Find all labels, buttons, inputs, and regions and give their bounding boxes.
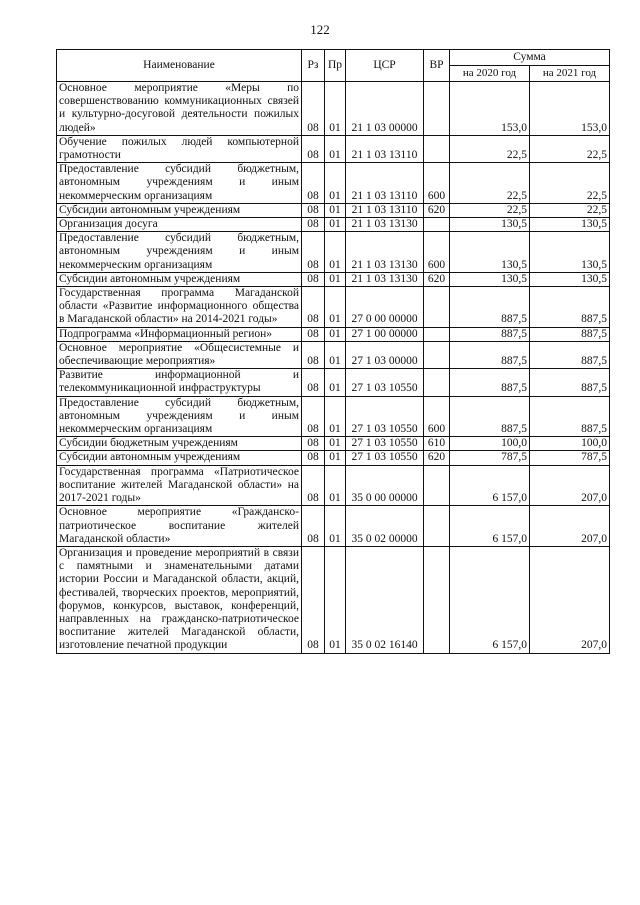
row-name-cell: Субсидии автономным учреждениям <box>57 203 302 217</box>
table-row <box>57 396 610 437</box>
row-csr-cell: 21 1 03 13110 <box>346 203 424 217</box>
row-csr-cell: 35 0 02 00000 <box>346 506 424 547</box>
row-name-cell: Основное мероприятие «Гражданско-патриотическое воспитание жителей Магаданской области» <box>57 506 302 547</box>
row-csr-cell: 21 1 03 13130 <box>346 232 424 273</box>
row-vr-cell <box>424 135 450 162</box>
header-vr: ВР <box>424 50 450 82</box>
row-name-cell: Субсидии автономным учреждениям <box>57 272 302 286</box>
row-rz-cell: 08 <box>302 465 325 506</box>
row-sum-2021-cell: 22,5 <box>530 135 610 162</box>
row-name-cell: Субсидии бюджетным учреждениям <box>57 437 302 451</box>
row-sum-2021-cell: 887,5 <box>530 287 610 328</box>
row-sum-2020-cell: 130,5 <box>450 218 530 232</box>
row-pr-cell: 01 <box>325 218 346 232</box>
table-row <box>57 203 610 217</box>
row-csr-cell: 21 1 03 00000 <box>346 82 424 136</box>
row-sum-2021-cell: 153,0 <box>530 82 610 136</box>
row-csr-cell: 35 0 02 16140 <box>346 546 424 653</box>
row-rz-cell: 08 <box>302 369 325 396</box>
row-sum-2020-cell: 887,5 <box>450 369 530 396</box>
row-name-cell: Основное мероприятие «Меры по совершенствованию коммуникационных связей и культурно-досуговой деятельности пожилых людей» <box>57 82 302 136</box>
table-row <box>57 451 610 465</box>
row-sum-2020-cell: 22,5 <box>450 135 530 162</box>
row-vr-cell <box>424 327 450 341</box>
table-row <box>57 506 610 547</box>
row-sum-2021-cell: 787,5 <box>530 451 610 465</box>
row-csr-cell: 21 1 03 13110 <box>346 163 424 204</box>
header-year-2020: на 2020 год <box>450 66 530 82</box>
row-vr-cell <box>424 287 450 328</box>
row-rz-cell: 08 <box>302 327 325 341</box>
row-csr-cell: 27 1 03 10550 <box>346 451 424 465</box>
row-pr-cell: 01 <box>325 287 346 328</box>
header-rz: Рз <box>302 50 325 82</box>
row-vr-cell <box>424 341 450 368</box>
row-vr-cell: 620 <box>424 451 450 465</box>
row-sum-2021-cell: 887,5 <box>530 327 610 341</box>
row-sum-2021-cell: 22,5 <box>530 203 610 217</box>
row-pr-cell: 01 <box>325 232 346 273</box>
row-sum-2021-cell: 130,5 <box>530 218 610 232</box>
row-vr-cell: 600 <box>424 396 450 437</box>
row-rz-cell: 08 <box>302 451 325 465</box>
row-rz-cell: 08 <box>302 437 325 451</box>
row-pr-cell: 01 <box>325 437 346 451</box>
table-row <box>57 369 610 396</box>
row-sum-2020-cell: 6 157,0 <box>450 506 530 547</box>
row-pr-cell: 01 <box>325 82 346 136</box>
row-sum-2020-cell: 887,5 <box>450 287 530 328</box>
row-name-cell: Субсидии автономным учреждениям <box>57 451 302 465</box>
row-vr-cell <box>424 82 450 136</box>
row-name-cell: Предоставление субсидий бюджетным, автономным учреждениям и иным некоммерческим организациям <box>57 232 302 273</box>
row-sum-2020-cell: 887,5 <box>450 341 530 368</box>
row-name-cell: Государственная программа «Патриотическое воспитание жителей Магаданской области» на 2017-2021 годы» <box>57 465 302 506</box>
header-csr: ЦСР <box>346 50 424 82</box>
row-csr-cell: 27 1 03 00000 <box>346 341 424 368</box>
row-rz-cell: 08 <box>302 163 325 204</box>
row-csr-cell: 21 1 03 13130 <box>346 218 424 232</box>
row-sum-2020-cell: 22,5 <box>450 203 530 217</box>
table-row <box>57 218 610 232</box>
row-vr-cell <box>424 218 450 232</box>
table-row <box>57 437 610 451</box>
row-sum-2020-cell: 22,5 <box>450 163 530 204</box>
row-name-cell: Организация досуга <box>57 218 302 232</box>
row-csr-cell: 27 1 03 10550 <box>346 437 424 451</box>
row-csr-cell: 21 1 03 13130 <box>346 272 424 286</box>
row-rz-cell: 08 <box>302 341 325 368</box>
row-rz-cell: 08 <box>302 82 325 136</box>
table-body <box>57 82 610 654</box>
row-vr-cell: 600 <box>424 163 450 204</box>
row-sum-2021-cell: 207,0 <box>530 546 610 653</box>
table-row <box>57 232 610 273</box>
row-pr-cell: 01 <box>325 135 346 162</box>
row-name-cell: Предоставление субсидий бюджетным, автономным учреждениям и иным некоммерческим организациям <box>57 396 302 437</box>
row-vr-cell <box>424 369 450 396</box>
row-pr-cell: 01 <box>325 451 346 465</box>
row-rz-cell: 08 <box>302 506 325 547</box>
row-vr-cell <box>424 465 450 506</box>
row-name-cell: Подпрограмма «Информационный регион» <box>57 327 302 341</box>
row-rz-cell: 08 <box>302 396 325 437</box>
header-pr: Пр <box>325 50 346 82</box>
row-pr-cell: 01 <box>325 163 346 204</box>
row-sum-2020-cell: 887,5 <box>450 396 530 437</box>
row-rz-cell: 08 <box>302 272 325 286</box>
row-sum-2021-cell: 207,0 <box>530 506 610 547</box>
table-row <box>57 327 610 341</box>
row-rz-cell: 08 <box>302 232 325 273</box>
page-number: 122 <box>310 22 330 37</box>
row-pr-cell: 01 <box>325 465 346 506</box>
row-csr-cell: 27 1 03 10550 <box>346 396 424 437</box>
row-sum-2021-cell: 100,0 <box>530 437 610 451</box>
row-pr-cell: 01 <box>325 341 346 368</box>
table-row <box>57 341 610 368</box>
header-year-2021: на 2021 год <box>530 66 610 82</box>
row-name-cell: Обучение пожилых людей компьютерной грамотности <box>57 135 302 162</box>
row-sum-2021-cell: 130,5 <box>530 232 610 273</box>
row-sum-2021-cell: 887,5 <box>530 369 610 396</box>
row-sum-2020-cell: 153,0 <box>450 82 530 136</box>
row-sum-2021-cell: 207,0 <box>530 465 610 506</box>
table-row <box>57 163 610 204</box>
row-name-cell: Развитие информационной и телекоммуникационной инфраструктуры <box>57 369 302 396</box>
row-pr-cell: 01 <box>325 369 346 396</box>
row-csr-cell: 35 0 00 00000 <box>346 465 424 506</box>
row-csr-cell: 27 1 00 00000 <box>346 327 424 341</box>
row-vr-cell: 620 <box>424 272 450 286</box>
row-sum-2020-cell: 130,5 <box>450 272 530 286</box>
table-row <box>57 546 610 653</box>
table-header <box>57 50 610 82</box>
row-sum-2020-cell: 787,5 <box>450 451 530 465</box>
row-rz-cell: 08 <box>302 135 325 162</box>
row-sum-2020-cell: 130,5 <box>450 232 530 273</box>
row-sum-2021-cell: 887,5 <box>530 341 610 368</box>
row-csr-cell: 21 1 03 13110 <box>346 135 424 162</box>
row-csr-cell: 27 1 03 10550 <box>346 369 424 396</box>
table-row <box>57 272 610 286</box>
row-vr-cell: 620 <box>424 203 450 217</box>
row-rz-cell: 08 <box>302 218 325 232</box>
row-pr-cell: 01 <box>325 396 346 437</box>
row-vr-cell <box>424 546 450 653</box>
row-pr-cell: 01 <box>325 546 346 653</box>
row-pr-cell: 01 <box>325 272 346 286</box>
row-name-cell: Государственная программа Магаданской области «Развитие информационного общества в Магаданской области» на 2014-2021 годы» <box>57 287 302 328</box>
row-sum-2020-cell: 6 157,0 <box>450 465 530 506</box>
row-rz-cell: 08 <box>302 546 325 653</box>
row-rz-cell: 08 <box>302 287 325 328</box>
row-pr-cell: 01 <box>325 203 346 217</box>
row-pr-cell: 01 <box>325 327 346 341</box>
row-sum-2021-cell: 22,5 <box>530 163 610 204</box>
row-rz-cell: 08 <box>302 203 325 217</box>
row-name-cell: Предоставление субсидий бюджетным, автономным учреждениям и иным некоммерческим организациям <box>57 163 302 204</box>
row-pr-cell: 01 <box>325 506 346 547</box>
table-row <box>57 135 610 162</box>
row-sum-2021-cell: 130,5 <box>530 272 610 286</box>
table-row <box>57 465 610 506</box>
row-vr-cell: 610 <box>424 437 450 451</box>
row-csr-cell: 27 0 00 00000 <box>346 287 424 328</box>
row-sum-2020-cell: 100,0 <box>450 437 530 451</box>
budget-table <box>56 49 610 654</box>
row-sum-2020-cell: 887,5 <box>450 327 530 341</box>
row-vr-cell: 600 <box>424 232 450 273</box>
table-row <box>57 287 610 328</box>
header-name: Наименование <box>57 50 302 82</box>
row-name-cell: Организация и проведение мероприятий в связи с памятными и знаменательными датами истории России и Магаданской области, акций, фестивалей, творческих проектов, мероприятий, форумов, конкурсов, выставок, конференций, направленных на гражданско-патриотическое воспитание жителей Магаданской области, изготовление печатной продукции <box>57 546 302 653</box>
table-row <box>57 82 610 136</box>
row-vr-cell <box>424 506 450 547</box>
row-sum-2020-cell: 6 157,0 <box>450 546 530 653</box>
row-sum-2021-cell: 887,5 <box>530 396 610 437</box>
header-sum: Сумма <box>450 50 610 66</box>
row-name-cell: Основное мероприятие «Общесистемные и обеспечивающие мероприятия» <box>57 341 302 368</box>
